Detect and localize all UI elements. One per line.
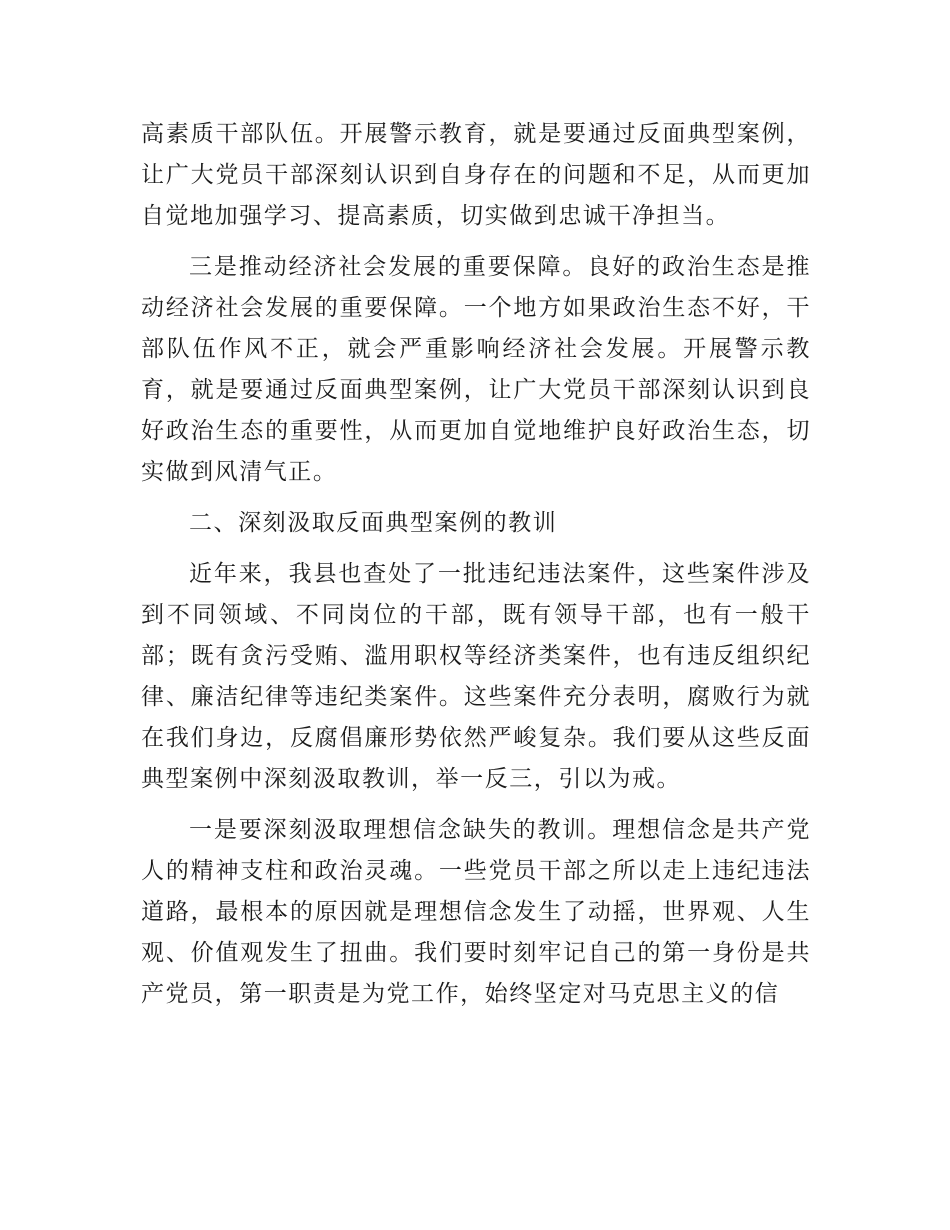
section-heading-two: 二、深刻汲取反面典型案例的教训 <box>189 510 558 536</box>
paragraph-continuation: 高素质干部队伍。开展警示教育，就是要通过反面典型案例，让广大党员干部深刻认识到自身存在的问题和不足，从而更加自觉地加强学习、提高素质，切实做到忠诚干净担当。 <box>141 121 811 229</box>
document-body <box>141 114 811 1025</box>
paragraph-lesson-one: 一是要深刻汲取理想信念缺失的教训。理想信念是共产党人的精神支柱和政治灵魂。一些党员干部之所以走上违纪违法道路，最根本的原因就是理想信念发生了动摇，世界观、人生观、价值观发生了扭曲。我们要时刻牢记自己的第一身份是共产党员，第一职责是为党工作，始终坚定对马克思主义的信 <box>141 817 811 1007</box>
paragraph-point-three: 三是推动经济社会发展的重要保障。良好的政治生态是推动经济社会发展的重要保障。一个地方如果政治生态不好，干部队伍作风不正，就会严重影响经济社会发展。开展警示教育，就是要通过反面典型案例，让广大党员干部深刻认识到良好政治生态的重要性，从而更加自觉地维护良好政治生态，切实做到风清气正。 <box>141 254 811 485</box>
paragraph-cases-overview: 近年来，我县也查处了一批违纪违法案件，这些案件涉及到不同领域、不同岗位的干部，既有领导干部，也有一般干部；既有贪污受贿、滥用职权等经济类案件，也有违反组织纪律、廉洁纪律等违纪类案件。这些案件充分表明，腐败行为就在我们身边，反腐倡廉形势依然严峻复杂。我们要从这些反面典型案例中深刻汲取教训，举一反三，引以为戒。 <box>141 561 811 792</box>
